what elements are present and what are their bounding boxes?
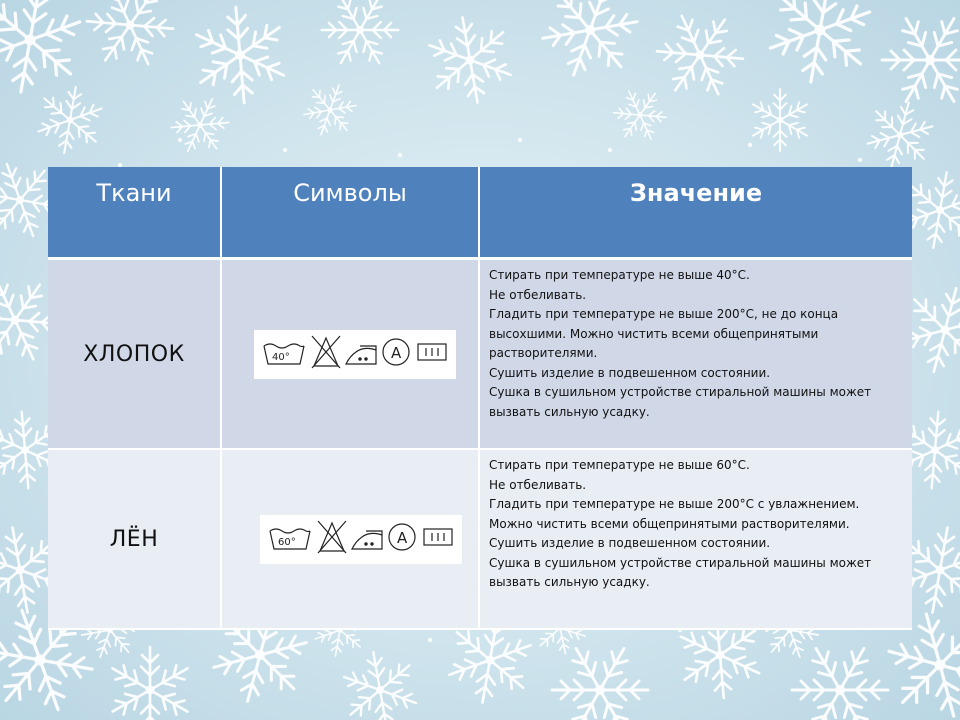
header-meaning: Значение	[479, 167, 912, 259]
snowflake-icon	[530, 0, 650, 91]
header-fabrics: Ткани	[48, 167, 221, 259]
dry-clean-a-icon	[383, 339, 409, 365]
fabric-name: ХЛОПОК	[48, 259, 221, 450]
iron-two-dots-icon	[346, 346, 376, 364]
wash-temperature: 60°	[278, 536, 296, 548]
snowflake-icon	[32, 81, 108, 159]
line-dry-icon	[418, 344, 446, 360]
table-row	[48, 259, 912, 450]
sparkle-dot	[858, 158, 862, 162]
table-header-row	[48, 167, 912, 259]
snowflake-icon	[71, 0, 189, 84]
snowflake-icon	[410, 0, 530, 120]
wash-temperature: 40°	[272, 351, 290, 363]
snowflake-icon	[604, 79, 676, 152]
meaning-text: Стирать при температуре не выше 40°С. Не отбеливать. Гладить при температуре не выше 200°С, не до конца высохшими. Можно чистить всеми общепринятыми растворителями. Сушить изделие в подвешенном состоянии. Сушка в сушильном устройстве стиральной машины может вызвать сильную усадку.	[489, 268, 872, 419]
sparkle-dot	[518, 138, 522, 142]
snowflake-icon	[327, 637, 434, 720]
snowflake-icon	[0, 0, 90, 101]
care-symbols-strip	[260, 515, 462, 564]
care-symbols-cell	[221, 449, 479, 629]
snowflake-icon	[641, 0, 759, 114]
dry-clean-letter: A	[391, 343, 402, 362]
snowflake-icon	[163, 87, 238, 163]
snowflake-icon	[760, 0, 879, 91]
iron-two-dots-icon	[352, 531, 382, 549]
sparkle-dot	[428, 638, 432, 642]
dry-clean-a-icon	[389, 524, 415, 550]
snowflake-icon	[309, 0, 412, 82]
sparkle-dot	[398, 153, 402, 157]
care-table-container	[48, 167, 912, 603]
snowflake-icon	[750, 89, 811, 151]
wash-tub-icon	[270, 529, 310, 549]
dry-clean-letter: A	[397, 528, 408, 547]
snowflake-icon	[108, 647, 192, 720]
table-row	[48, 449, 912, 629]
meaning-cell	[479, 259, 912, 450]
wash-tub-icon	[264, 344, 304, 364]
header-symbols: Символы	[221, 167, 479, 259]
snowflake-icon	[536, 625, 665, 720]
snowflake-icon	[860, 94, 940, 176]
care-symbols-table	[48, 167, 912, 630]
snowflake-icon	[866, 0, 960, 125]
snowflake-icon	[174, 0, 306, 121]
sparkle-dot	[283, 148, 287, 152]
sparkle-dot	[178, 138, 182, 142]
line-dry-icon	[424, 529, 452, 545]
no-bleach-icon	[312, 336, 340, 368]
snowflake-icon	[297, 76, 363, 143]
fabric-name: ЛЁН	[48, 449, 221, 629]
care-symbols-strip	[254, 330, 456, 379]
care-symbols-cell	[221, 259, 479, 450]
no-bleach-icon	[318, 521, 346, 553]
meaning-cell	[479, 449, 912, 629]
sparkle-dot	[748, 143, 752, 147]
sparkle-dot	[608, 148, 612, 152]
meaning-text: Стирать при температуре не выше 60°С. Не отбеливать. Гладить при температуре не выше 200°С с увлажнением. Можно чистить всеми общепринятыми растворителями. Сушить изделие в подвешенном состоянии. Сушка в сушильном устройстве стиральной машины может вызвать сильную усадку.	[489, 458, 872, 589]
